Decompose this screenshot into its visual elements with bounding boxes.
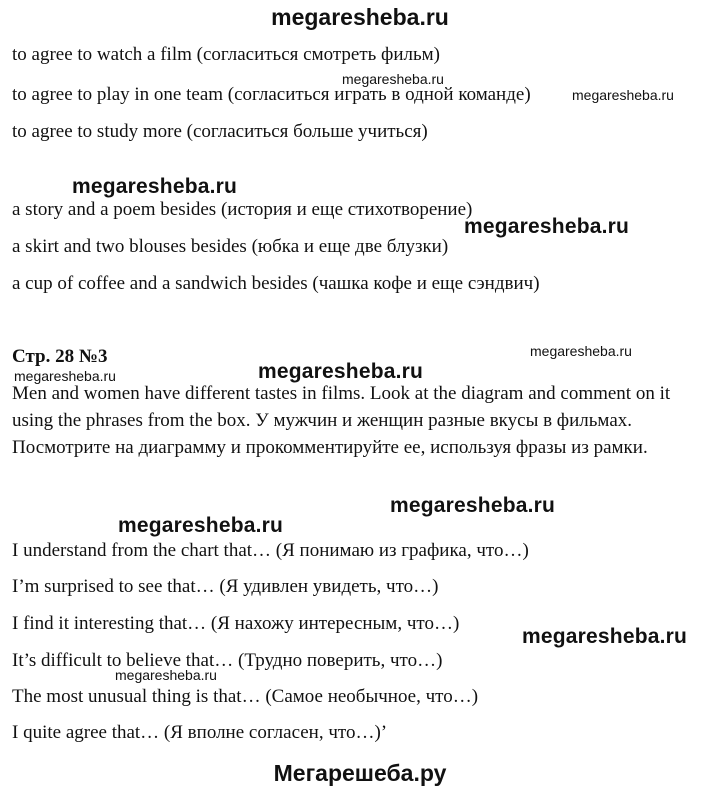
watermark: megaresheba.ru [14, 368, 116, 384]
phrase-line-1: I understand from the chart that… (Я понимаю из графика, что…) [12, 540, 529, 561]
watermark: megaresheba.ru [390, 494, 556, 517]
phrase-line-2: I’m surprised to see that… (Я удивлен увидеть, что…) [12, 576, 439, 597]
watermark: megaresheba.ru [464, 215, 630, 238]
site-footer: Мегарешеба.ру [273, 760, 447, 786]
watermark: megaresheba.ru [115, 667, 217, 683]
watermark: megaresheba.ru [72, 175, 238, 198]
watermark: megaresheba.ru [342, 71, 444, 87]
watermark: megaresheba.ru [530, 343, 632, 359]
besides-line-2: a skirt and two blouses besides (юбка и еще две блузки) [12, 236, 449, 257]
watermark: megaresheba.ru [118, 514, 284, 537]
exercise-instruction: Men and women have different tastes in films. Look at the diagram and comment on it using the phrases from the box. У мужчин и женщин разные вкусы в фильмах. Посмотрите на диаграмму и прокомментируйте ее, используя фразы из рамки. [12, 383, 671, 458]
agree-line-3: to agree to study more (согласиться больше учиться) [12, 121, 428, 142]
besides-line-1: a story and a poem besides (история и еще стихотворение) [12, 199, 473, 220]
watermark: megaresheba.ru [572, 87, 674, 103]
exercise-heading: Стр. 28 №3 [12, 346, 108, 367]
besides-line-3: a cup of coffee and a sandwich besides (чашка кофе и еще сэндвич) [12, 273, 540, 294]
phrase-line-3: I find it interesting that… (Я нахожу интересным, что…) [12, 613, 460, 634]
phrase-line-6: I quite agree that… (Я вполне согласен, что…)’ [12, 722, 388, 743]
agree-line-2: to agree to play in one team (согласиться играть в одной команде) [12, 84, 531, 105]
agree-line-1: to agree to watch a film (согласиться смотреть фильм) [12, 44, 441, 65]
site-header: megaresheba.ru [271, 4, 449, 30]
watermark: megaresheba.ru [522, 625, 688, 648]
watermark: megaresheba.ru [258, 360, 424, 383]
phrase-line-4: It’s difficult to believe that… (Трудно поверить, что…) [12, 650, 443, 671]
phrase-line-5: The most unusual thing is that… (Самое необычное, что…) [12, 686, 479, 707]
